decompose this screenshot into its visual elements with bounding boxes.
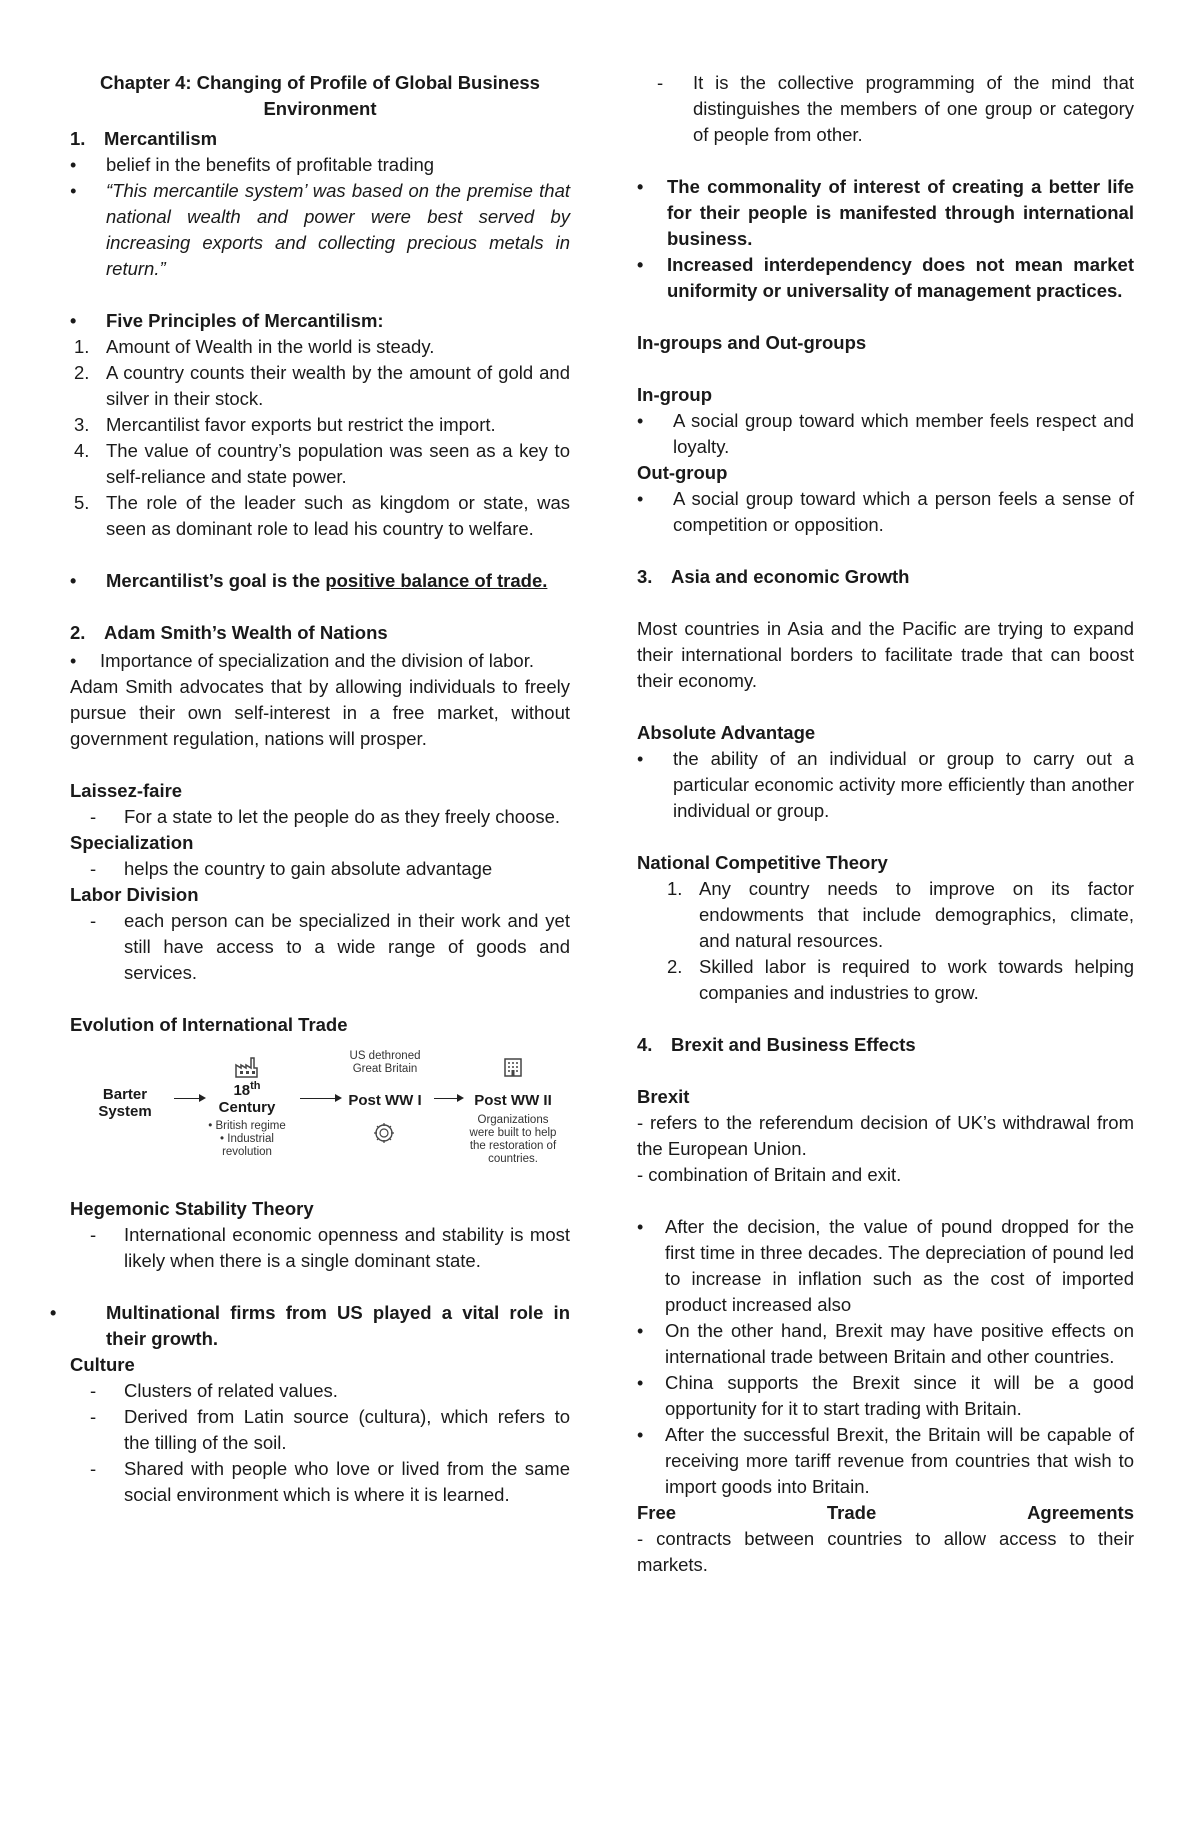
right-column (637, 70, 1134, 1578)
page-title: Chapter 4: Changing of Profile of Global Business Environment (100, 72, 540, 119)
list-item: - For a state to let the people do as they freely choose. (70, 804, 570, 830)
list-item: • China supports the Brexit since it will be a good opportunity for it to start trading with Britain. (637, 1370, 1134, 1422)
asia-heading: 3. Asia and economic Growth (637, 566, 910, 587)
specialization-heading: Specialization (70, 832, 194, 853)
mercantilism-heading: 1. Mercantilism (70, 128, 218, 149)
outgroup-heading: Out-group (637, 462, 728, 483)
list-item: • A social group toward which member feels respect and loyalty. (637, 408, 1134, 460)
smith-bullets (70, 648, 570, 674)
list-item: • “This mercantile system’ was based on the premise that national wealth and power were best served by increasing exports and collecting precious metals in return.” (70, 178, 570, 282)
outgroup-list (637, 486, 1134, 538)
absolute-advantage-list (637, 746, 1134, 824)
list-item: • A social group toward which a person feels a sense of competition or opposition. (637, 486, 1134, 538)
list-item: 4. The value of country’s population was seen as a key to self-reliance and state power. (74, 440, 570, 487)
brexit-definition-2: - combination of Britain and exit. (637, 1164, 902, 1185)
diagram-ww2-note: Organizations were built to help the restoration of countries. (469, 1114, 557, 1165)
principles-section (70, 308, 570, 334)
culture-continued-list (637, 70, 1134, 148)
national-competitive-list (637, 876, 1134, 1006)
absolute-advantage-heading: Absolute Advantage (637, 722, 816, 743)
specialization-list (70, 856, 570, 882)
list-item: • After the successful Brexit, the Britain will be capable of receiving more tariff revenue from countries that wish to import goods into Britain. (637, 1422, 1134, 1500)
asia-paragraph: Most countries in Asia and the Pacific are trying to expand their international borders to facilitate trade that can boost their economy. (637, 618, 1134, 691)
smith-paragraph: Adam Smith advocates that by allowing individuals to freely pursue their own self-interest in a free market, without government regulation, nations will prosper. (70, 676, 570, 749)
list-item: 1. Any country needs to improve on its factor endowments that include demographics, climate, and natural resources. (667, 878, 1134, 951)
mercantilist-goal: • Mercantilist’s goal is the positive balance of trade. (70, 568, 570, 594)
laissez-faire-list (70, 804, 570, 830)
list-item: - International economic openness and stability is most likely when there is a single dominant state. (70, 1222, 570, 1274)
list-item: - Shared with people who love or lived from the same social environment which is where it is learned. (70, 1456, 570, 1508)
globe-icon (373, 1122, 395, 1148)
principles-list (70, 334, 570, 542)
brexit-definition: - refers to the referendum decision of UK’s withdrawal from the European Union. (637, 1112, 1134, 1159)
list-item: • On the other hand, Brexit may have positive effects on international trade between Britain and other countries. (637, 1318, 1134, 1370)
brexit-heading: Brexit (637, 1086, 690, 1107)
fta-definition: - contracts between countries to allow access to their markets. (637, 1528, 1134, 1575)
fta-heading: Free Trade Agreements (637, 1502, 1134, 1523)
brexit-bullets (637, 1214, 1134, 1500)
list-item: - Clusters of related values. (70, 1378, 570, 1404)
building-icon (502, 1056, 524, 1082)
list-item: • the ability of an individual or group to carry out a particular economic activity more efficiently than another individual or group. (637, 746, 1134, 824)
list-item: - helps the country to gain absolute advantage (70, 856, 570, 882)
list-item: - It is the collective programming of the mind that distinguishes the members of one group or category of people from other. (637, 70, 1134, 148)
diagram-post-ww2: Post WW II (474, 1092, 552, 1109)
brexit-section-heading: 4. Brexit and Business Effects (637, 1034, 916, 1055)
list-item: - Derived from Latin source (cultura), which refers to the tilling of the soil. (70, 1404, 570, 1456)
list-item: 2. Skilled labor is required to work towards helping companies and industries to grow. (667, 956, 1134, 1003)
arrow-icon (300, 1098, 340, 1099)
labor-division-list (70, 908, 570, 986)
ingroup-heading: In-group (637, 384, 713, 405)
diagram-ww1-note: US dethroned Great Britain (349, 1050, 421, 1075)
list-item: • belief in the benefits of profitable trading (70, 152, 570, 178)
hegemonic-heading: Hegemonic Stability Theory (70, 1198, 314, 1219)
list-item: • After the decision, the value of pound dropped for the first time in three decades. The depreciation of pound led to increase in inflation such as the cost of imported product increased also (637, 1214, 1134, 1318)
left-column (70, 126, 570, 1508)
list-item: 3. Mercantilist favor exports but restrict the import. (74, 414, 496, 435)
evolution-diagram (70, 1042, 570, 1192)
culture-heading: Culture (70, 1354, 135, 1375)
smith-heading: 2. Adam Smith’s Wealth of Nations (70, 622, 388, 643)
list-item: 5. The role of the leader such as kingdom or state, was seen as dominant role to lead his country to welfare. (74, 492, 570, 539)
laissez-faire-heading: Laissez-faire (70, 780, 183, 801)
hegemonic-list (70, 1222, 570, 1274)
arrow-icon (174, 1098, 204, 1099)
factory-icon (235, 1056, 259, 1082)
list-item: • The commonality of interest of creating a better life for their people is manifested through international business. (637, 174, 1134, 252)
culture-list (70, 1378, 570, 1508)
diagram-18th-century: 18th Century (218, 1080, 276, 1116)
principles-heading: • Five Principles of Mercantilism: (70, 308, 570, 334)
diagram-barter-system: Barter System (98, 1086, 152, 1120)
labor-division-heading: Labor Division (70, 884, 199, 905)
list-item: - each person can be specialized in their work and yet still have access to a wide range of goods and services. (70, 908, 570, 986)
evolution-heading: Evolution of International Trade (70, 1014, 348, 1035)
multinational-statement: • Multinational firms from US played a vital role in their growth. (50, 1300, 570, 1352)
ingroup-list (637, 408, 1134, 460)
bold-bullets (637, 174, 1134, 304)
list-item: • Increased interdependency does not mean market uniformity or universality of management practices. (637, 252, 1134, 304)
groups-heading: In-groups and Out-groups (637, 332, 867, 353)
multinational-section (50, 1300, 570, 1352)
national-competitive-heading: National Competitive Theory (637, 852, 888, 873)
list-item: • Importance of specialization and the division of labor. (70, 648, 570, 674)
list-item: 2. A country counts their wealth by the amount of gold and silver in their stock. (74, 362, 570, 409)
mercantilism-bullets (70, 152, 570, 282)
diagram-century-note: • British regime • Industrial revolution (208, 1120, 286, 1158)
diagram-post-ww1: Post WW I (348, 1092, 422, 1109)
list-item: 1. Amount of Wealth in the world is steady. (74, 336, 435, 357)
goal-section (70, 568, 570, 594)
arrow-icon (434, 1098, 462, 1099)
